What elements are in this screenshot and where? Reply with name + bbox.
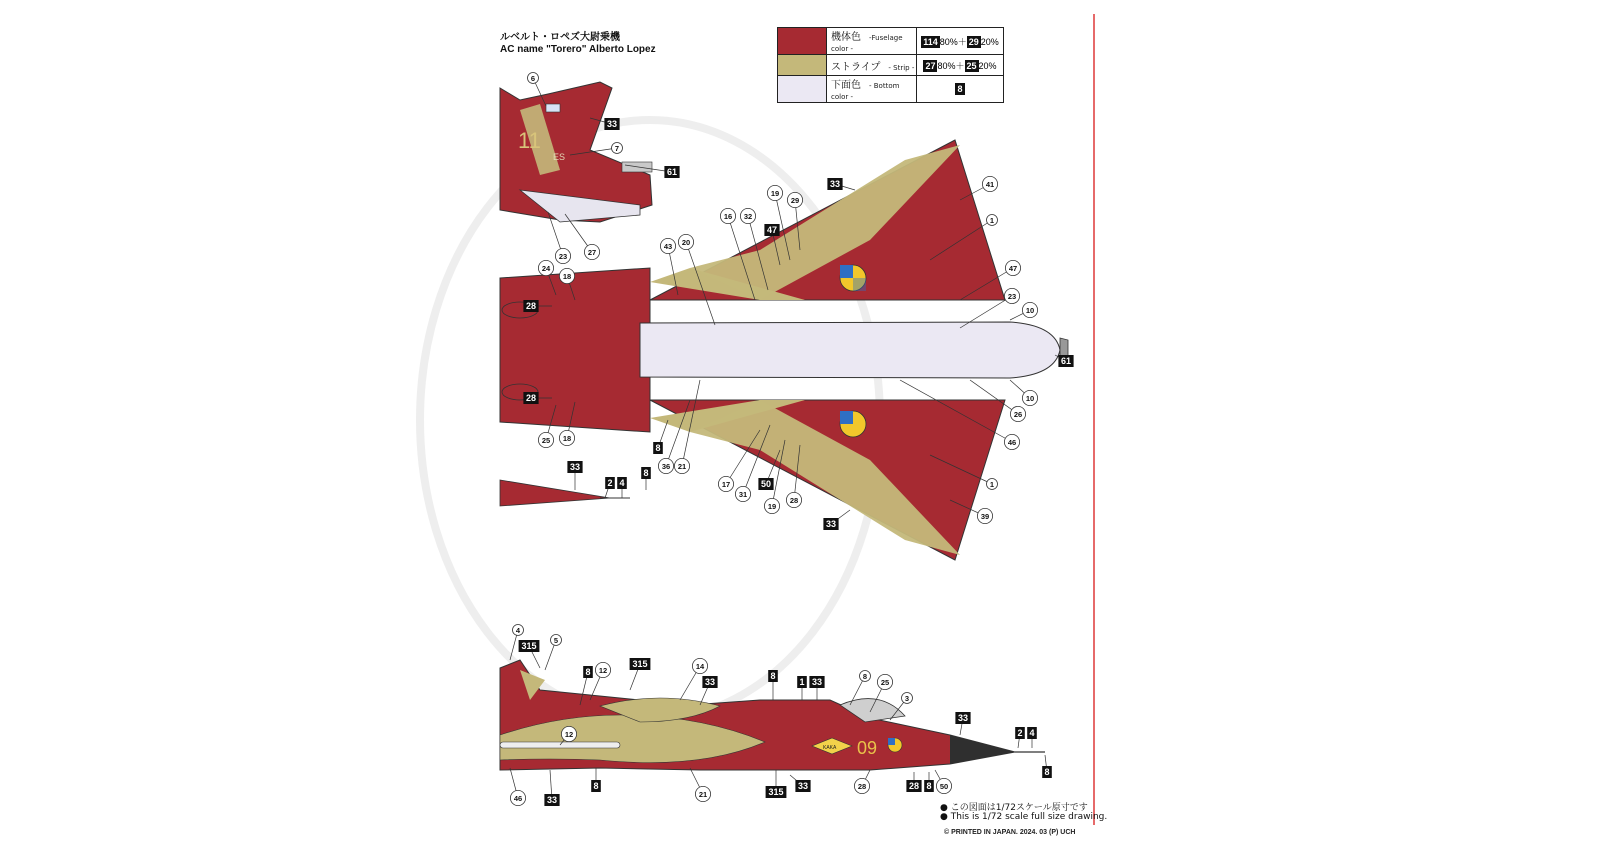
part-callout (1015, 727, 1025, 748)
part-callout (924, 772, 934, 792)
part-callout (605, 477, 615, 498)
callout-number: 8 (1044, 767, 1050, 778)
color-name-jp: 機体色 (831, 32, 861, 43)
callout-number: 33 (569, 462, 581, 473)
national-insignia-upper (840, 265, 866, 291)
part-callout (823, 510, 850, 530)
callout-number: 43 (663, 242, 673, 252)
callout-number: 16 (723, 212, 733, 222)
part-callout (590, 662, 611, 700)
callout-number: 2 (607, 478, 613, 489)
fin-code: ES (553, 152, 566, 162)
part-callout (768, 670, 778, 700)
scale-note-en: ● This is 1/72 scale full size drawing. (940, 812, 1108, 822)
callout-number: 5 (553, 636, 559, 646)
part-callout (641, 467, 651, 490)
callout-number: 23 (1007, 292, 1017, 302)
svg-text:KAKA: KAKA (823, 745, 837, 751)
callout-number: 20 (681, 238, 691, 248)
callout-number: 33 (825, 519, 837, 530)
paint-code: 25 (966, 60, 977, 71)
callout-number: 19 (770, 189, 780, 199)
part-callout (797, 676, 807, 700)
callout-number: 1 (799, 677, 805, 688)
callout-number: 33 (811, 677, 823, 688)
callout-number: 33 (546, 795, 558, 806)
part-callout (700, 676, 718, 705)
part-callout (935, 770, 952, 794)
callout-number: 33 (829, 179, 841, 190)
scale-note-jp: ● この図面は1/72スケール原寸です (940, 803, 1088, 813)
callout-number: 10 (1025, 306, 1035, 316)
part-callout (827, 178, 855, 190)
callout-number: 8 (593, 781, 599, 792)
callout-number: 39 (980, 512, 990, 522)
callout-number: 61 (666, 167, 678, 178)
callout-number: 47 (1008, 264, 1018, 274)
callout-number: 315 (632, 659, 648, 670)
callout-number: 29 (790, 196, 800, 206)
part-callout (545, 635, 562, 671)
callout-number: 28 (525, 301, 537, 312)
callout-number: 47 (766, 225, 778, 236)
side-insignia (888, 738, 902, 752)
fin-number: 11 (518, 128, 541, 153)
callout-number: 33 (957, 713, 969, 724)
callout-number: 24 (541, 264, 551, 274)
page-title-en: AC name "Torero" Alberto Lopez (500, 44, 656, 55)
callout-number: 25 (541, 436, 551, 446)
callout-number: 36 (661, 462, 671, 472)
part-callout (906, 772, 921, 792)
callout-number: 21 (698, 790, 708, 800)
part-callout (809, 676, 824, 700)
callout-number: 1 (989, 480, 995, 490)
callout-number: 8 (643, 468, 649, 479)
callout-number: 33 (797, 781, 809, 792)
callout-number: 50 (760, 479, 772, 490)
part-callout (854, 770, 870, 794)
part-callout (630, 658, 651, 690)
callout-number: 33 (704, 677, 716, 688)
callout-number: 46 (1007, 438, 1017, 448)
paint-mix: 27 80%＋ 25 20% (917, 55, 1004, 76)
callout-number: 28 (857, 782, 867, 792)
callout-number: 2 (1017, 728, 1023, 739)
part-callout (1010, 302, 1038, 320)
callout-number: 46 (513, 794, 523, 804)
part-callout (567, 461, 582, 490)
part-callout (1042, 755, 1052, 778)
callout-number: 8 (585, 667, 591, 678)
callout-number: 4 (515, 626, 521, 636)
callout-number: 18 (562, 272, 572, 282)
callout-number: 8 (770, 671, 776, 682)
paint-code: 114 (923, 36, 938, 47)
callout-number: 61 (1060, 356, 1072, 367)
color-name-en: -Fuselage color - (831, 34, 903, 53)
part-callout (617, 477, 627, 498)
callout-number: 8 (926, 781, 932, 792)
callout-number: 4 (619, 478, 625, 489)
page-title-jp: ルベルト・ロペズ大尉乗機 (500, 32, 620, 43)
national-insignia-lower (840, 411, 866, 437)
callout-number: 19 (767, 502, 777, 512)
callout-number: 50 (939, 782, 949, 792)
color-name-jp: ストライプ (831, 61, 881, 73)
color-name-jp: 下面色 (831, 80, 861, 91)
part-callout (790, 775, 811, 792)
callout-number: 8 (862, 672, 868, 682)
callout-number: 315 (521, 641, 537, 652)
callout-number: 8 (655, 443, 661, 454)
part-callout (591, 768, 601, 792)
print-credit: © PRINTED IN JAPAN. 2024. 03 (P) UCH (944, 829, 1076, 836)
callout-number: 28 (789, 496, 799, 506)
color-name-en: - Strip - (888, 63, 915, 72)
side-number: 09 (857, 738, 878, 758)
callout-number: 14 (695, 662, 705, 672)
callout-number: 28 (908, 781, 920, 792)
part-callout (955, 712, 970, 735)
callout-number: 7 (614, 144, 620, 154)
callout-number: 4 (1029, 728, 1035, 739)
callout-number: 27 (587, 248, 597, 258)
part-callout (1027, 727, 1037, 748)
callout-number: 41 (985, 180, 995, 190)
callout-number: 6 (530, 74, 536, 84)
callout-number: 12 (598, 666, 608, 676)
callout-number: 315 (768, 787, 784, 798)
callout-number: 26 (1013, 410, 1023, 420)
paint-mix: 114 80%＋ 29 20% (917, 28, 1004, 55)
paint-code: 29 (968, 36, 979, 47)
fin-flag (546, 104, 560, 112)
part-callout (653, 420, 668, 454)
tail-side-view (500, 82, 652, 222)
part-callout (690, 768, 711, 802)
callout-number: 23 (558, 252, 568, 262)
callout-number: 3 (904, 694, 910, 704)
callout-number: 1 (989, 216, 995, 226)
part-callout (766, 770, 787, 798)
color-name-en: - Bottom color - (831, 82, 900, 101)
callout-number: 28 (525, 393, 537, 404)
callout-number: 33 (606, 119, 618, 130)
paint-code: 27 (925, 60, 936, 71)
paint-code: 8 (957, 84, 963, 94)
part-callout (1010, 380, 1038, 406)
part-callout (544, 770, 559, 806)
callout-number: 17 (721, 480, 731, 490)
callout-number: 18 (562, 434, 572, 444)
callout-number: 21 (677, 462, 687, 472)
callout-number: 31 (738, 490, 748, 500)
part-callout (510, 768, 526, 806)
callout-number: 32 (743, 212, 753, 222)
callout-number: 10 (1025, 394, 1035, 404)
callout-number: 25 (880, 678, 890, 688)
part-callout (1055, 355, 1074, 367)
callout-number: 12 (564, 730, 574, 740)
